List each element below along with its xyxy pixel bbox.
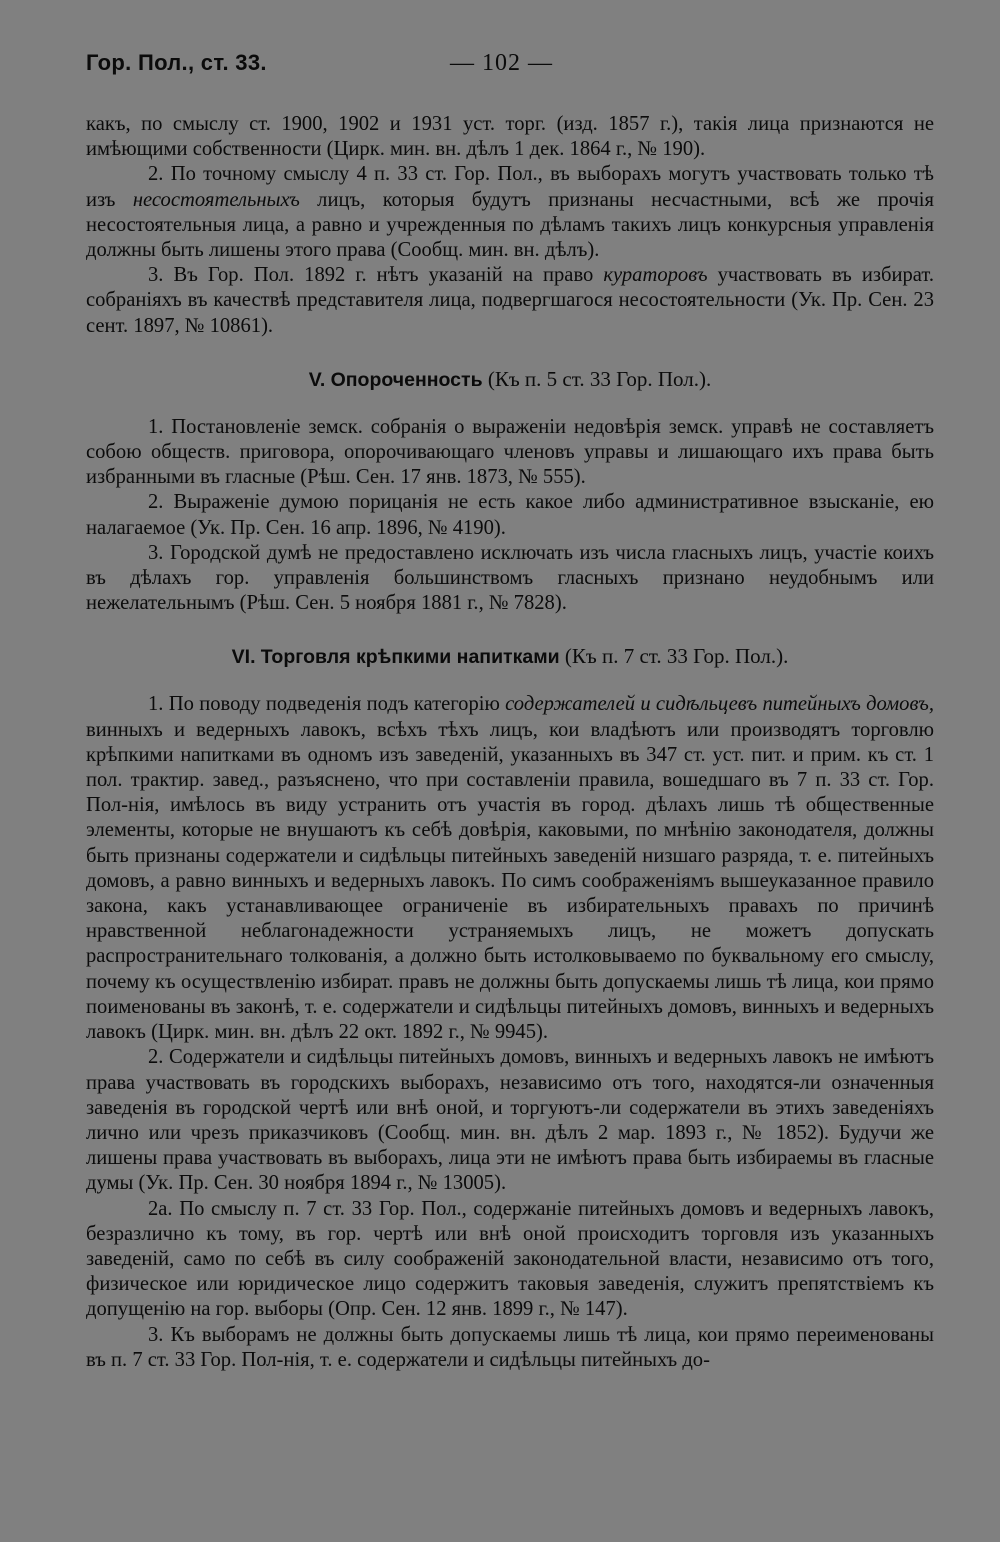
italic-term: несостоятельныхъ <box>132 188 300 211</box>
page-body <box>86 112 934 1373</box>
section5-paragraph: 2. Выраженіе думою порицанія не есть какое либо административное взысканіе, ею налагаемое (Ук. Пр. Сен. 16 апр. 1896, № 4190). <box>86 491 934 539</box>
text: 2. По точному смыслу 4 п. 33 ст. Гор. Пол., въ выборахъ могутъ участвовать только тѣ изъ <box>86 163 934 211</box>
section6-paragraph: 3. Къ выборамъ не должны быть допускаемы лишь тѣ лица, кои прямо переименованы въ п. 7 ст. 33 Гор. Пол-нія, т. е. содержатели и сидѣльцы питейныхъ до- <box>86 1323 934 1371</box>
text: лицъ, которыя будутъ признаны несчастными, всѣ же прочія несостоятельныя лица, а равно и учрежденныя по дѣламъ такихъ лицъ конкурсныя управленія должны быть лишены этого права (Сообщ. мин. вн. дѣлъ). <box>86 188 934 262</box>
italic-term: кураторовъ <box>603 264 708 287</box>
italic-term: содержателей и сидѣльцевъ питейныхъ домовъ, <box>505 693 934 716</box>
text: винныхъ и ведерныхъ лавокъ, всѣхъ тѣхъ лицъ, кои владѣютъ или производятъ торговлю крѣпкими напитками въ одномъ изъ заведеній, указанныхъ въ 347 ст. уст. пит. и прим. къ ст. 1 пол. трактир. завед., разъяснено, что при составленіи правила, вошедшаго въ 7 п. 33 ст. Гор. Пол-нія, имѣлось въ виду устранить отъ участія въ город. дѣлахъ лишь тѣ общественные элементы, которые не внушаютъ къ себѣ довѣрія, каковыми, по мнѣнію законодателя, должны быть признаны содержатели и сидѣльцы питейныхъ заведеній низшаго разряда, т. е. питейныхъ домовъ, а равно винныхъ и ведерныхъ лавокъ. По симъ соображеніямъ вышеуказанное правило закона, какъ устанавливающее ограниченіе въ избирательныхъ правахъ по причинѣ нравственной неблагонадежности устраняемыхъ лицъ, не можетъ допускать распространительнаго толкованія, а должно быть истолковываемо по буквальному его смыслу, почему къ осуществленію избират. правъ не должны быть допускаемы лишь тѣ лица, кои прямо поименованы въ законѣ, т. е. содержатели и сидѣльцы питейныхъ домовъ, винныхъ и ведерныхъ лавокъ (Цирк. мин. вн. дѣлъ 22 окт. 1892 г., № 9945). <box>86 718 934 1044</box>
section-heading-vi <box>86 644 934 670</box>
paragraph-3 <box>86 263 934 339</box>
text: 1. По поводу подведенія подъ категорію <box>148 693 506 716</box>
running-head: Гор. Пол., ст. 33. <box>86 50 267 75</box>
paragraph-continued: какъ, по смыслу ст. 1900, 1902 и 1931 уст. торг. (изд. 1857 г.), такія лица признаются не имѣющими собственности (Цирк. мин. вн. дѣлъ 1 дек. 1864 г., № 190). <box>86 113 934 161</box>
section6-paragraph: 2. Содержатели и сидѣльцы питейныхъ домовъ, винныхъ и ведерныхъ лавокъ не имѣютъ права участвовать въ городскихъ выборахъ, независимо отъ того, находятся-ли означенныя заведенія въ городской чертѣ или внѣ оной, и торгуютъ-ли содержатели въ этихъ заведеніяхъ лично или чрезъ приказчиковъ (Сообщ. мин. вн. дѣлъ 2 мар. 1893 г., № 1852). Будучи же лишены права участвовать въ выборахъ, лица эти не имѣютъ права быть избираемы въ гласные думы (Ук. Пр. Сен. 30 ноября 1894 г., № 13005). <box>86 1046 934 1195</box>
section6-paragraph: 2а. По смыслу п. 7 ст. 33 Гор. Пол., содержаніе питейныхъ домовъ и ведерныхъ лавокъ, безразлично къ тому, въ гор. чертѣ или внѣ оной происходитъ торговля изъ указанныхъ заведеній, само по себѣ въ силу соображеній законодательной власти, независимо отъ того, физическое или юридическое лицо содержитъ таковыя заведенія, служитъ препятствіемъ къ допущенію на гор. выборы (Опр. Сен. 12 янв. 1899 г., № 147). <box>86 1197 934 1321</box>
section5-paragraph: 1. Постановленіе земск. собранія о выраженіи недовѣрія земск. управѣ не составляетъ собою обществ. приговора, опорочивающаго членовъ управы и лишающаго ихъ права быть избранными въ гласные (Рѣш. Сен. 17 янв. 1873, № 555). <box>86 415 934 489</box>
section6-paragraph-1 <box>86 692 934 1045</box>
section-title: Торговля крѣпкими напитками <box>260 646 560 669</box>
text: участвовать въ избират. собраніяхъ въ качествѣ представителя лица, подвергшагося несостоятельности (Ук. Пр. Сен. 23 сент. 1897, № 10861). <box>86 264 934 337</box>
section-reference: (Къ п. 7 ст. 33 Гор. Пол.). <box>564 644 789 669</box>
section-heading-v <box>86 367 934 393</box>
section-title: Опороченность <box>330 368 483 391</box>
section5-paragraph: 3. Городской думѣ не предоставлено исключать изъ числа гласныхъ лицъ, участіе коихъ въ дѣлахъ гор. управленія большинствомъ гласныхъ признано неудобнымъ или нежелательнымъ (Рѣш. Сен. 5 ноября 1881 г., № 7828). <box>86 541 934 615</box>
page-number: — 102 — <box>450 50 553 76</box>
section-number: V. <box>308 368 326 391</box>
section-number: VI. <box>231 646 256 669</box>
paragraph-2 <box>86 162 934 263</box>
section-reference: (Къ п. 5 ст. 33 Гор. Пол.). <box>487 366 712 391</box>
text: 3. Въ Гор. Пол. 1892 г. нѣтъ указаній на право <box>148 264 604 287</box>
page-header <box>86 50 936 86</box>
